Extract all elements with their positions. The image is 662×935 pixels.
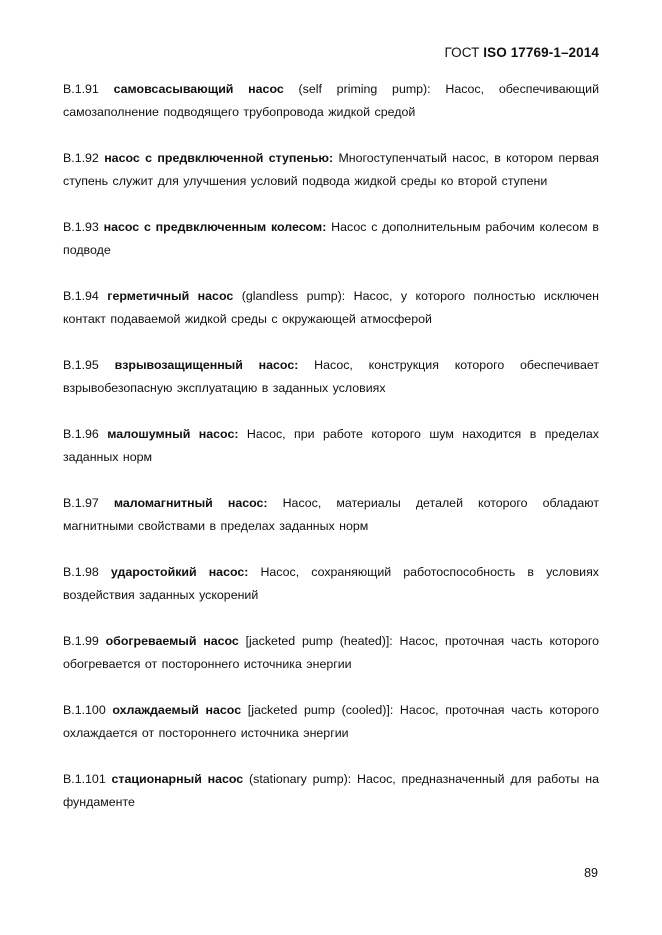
entry-number: B.1.101	[63, 772, 106, 786]
entry-definition: [jacketed pump (heated)]: Насос, проточная часть которого обогревается от постороннего источника энергии	[63, 634, 599, 671]
definition-entry	[63, 354, 599, 400]
entry-number: B.1.93	[63, 220, 99, 234]
entry-term: самовсасывающий насос	[113, 82, 284, 96]
definition-entry	[63, 699, 599, 745]
entry-number: B.1.95	[63, 358, 99, 372]
entry-number: B.1.97	[63, 496, 99, 510]
entry-definition: Насос, конструкция которого обеспечивает взрывобезопасную эксплуатацию в заданных условиях	[63, 358, 599, 395]
entry-definition: Насос, при работе которого шум находится в пределах заданных норм	[63, 427, 599, 464]
entry-term: охлаждаемый насос	[112, 703, 242, 717]
entry-number: B.1.98	[63, 565, 99, 579]
header-standard-number: ISO 17769-1–2014	[483, 45, 599, 60]
definition-entry	[63, 285, 599, 331]
page-number: 89	[584, 866, 598, 880]
entry-number: B.1.100	[63, 703, 106, 717]
entry-number: B.1.96	[63, 427, 99, 441]
entry-definition: Насос, сохраняющий работоспособность в условиях воздействия заданных ускорений	[63, 565, 599, 602]
entry-term: обогреваемый насос	[105, 634, 239, 648]
entry-definition: Насос, материалы деталей которого обладают магнитными свойствами в пределах заданных норм	[63, 496, 599, 533]
entry-definition: (glandless pump): Насос, у которого полностью исключен контакт подаваемой жидкой среды с окружающей атмосферой	[63, 289, 599, 326]
entry-definition: (self priming pump): Насос, обеспечивающий самозаполнение подводящего трубопровода жидкой средой	[63, 82, 599, 119]
entry-term: взрывозащищенный насос:	[114, 358, 299, 372]
entry-term: ударостойкий насос:	[110, 565, 249, 579]
definition-entry	[63, 561, 599, 607]
entry-definition: Многоступенчатый насос, в котором первая ступень служит для улучшения условий подвода жидкой среды ко второй ступени	[63, 151, 599, 188]
document-header	[444, 45, 599, 60]
entry-term: насос с предвключенным колесом:	[103, 220, 327, 234]
definition-entry	[63, 147, 599, 193]
entry-term: стационарный насос	[111, 772, 244, 786]
entry-number: B.1.92	[63, 151, 99, 165]
definition-entry	[63, 630, 599, 676]
definition-entry	[63, 768, 599, 814]
entry-term: малошумный насос:	[107, 427, 239, 441]
definition-entry	[63, 216, 599, 262]
definition-entry	[63, 423, 599, 469]
entry-definition: (stationary pump): Насос, предназначенный для работы на фундаменте	[63, 772, 599, 809]
entry-number: B.1.99	[63, 634, 99, 648]
entry-term: герметичный насос	[107, 289, 234, 303]
entry-term: насос с предвключенной ступенью:	[104, 151, 334, 165]
entry-definition: [jacketed pump (cooled)]: Насос, проточная часть которого охлаждается от постороннего источника энергии	[63, 703, 599, 740]
definition-entry	[63, 492, 599, 538]
entry-term: маломагнитный насос:	[113, 496, 268, 510]
entry-number: B.1.94	[63, 289, 99, 303]
definitions-list	[63, 78, 599, 837]
header-prefix: ГОСТ	[444, 45, 484, 60]
entry-definition: Насос с дополнительным рабочим колесом в подводе	[63, 220, 599, 257]
definition-entry	[63, 78, 599, 124]
entry-number: B.1.91	[63, 82, 99, 96]
